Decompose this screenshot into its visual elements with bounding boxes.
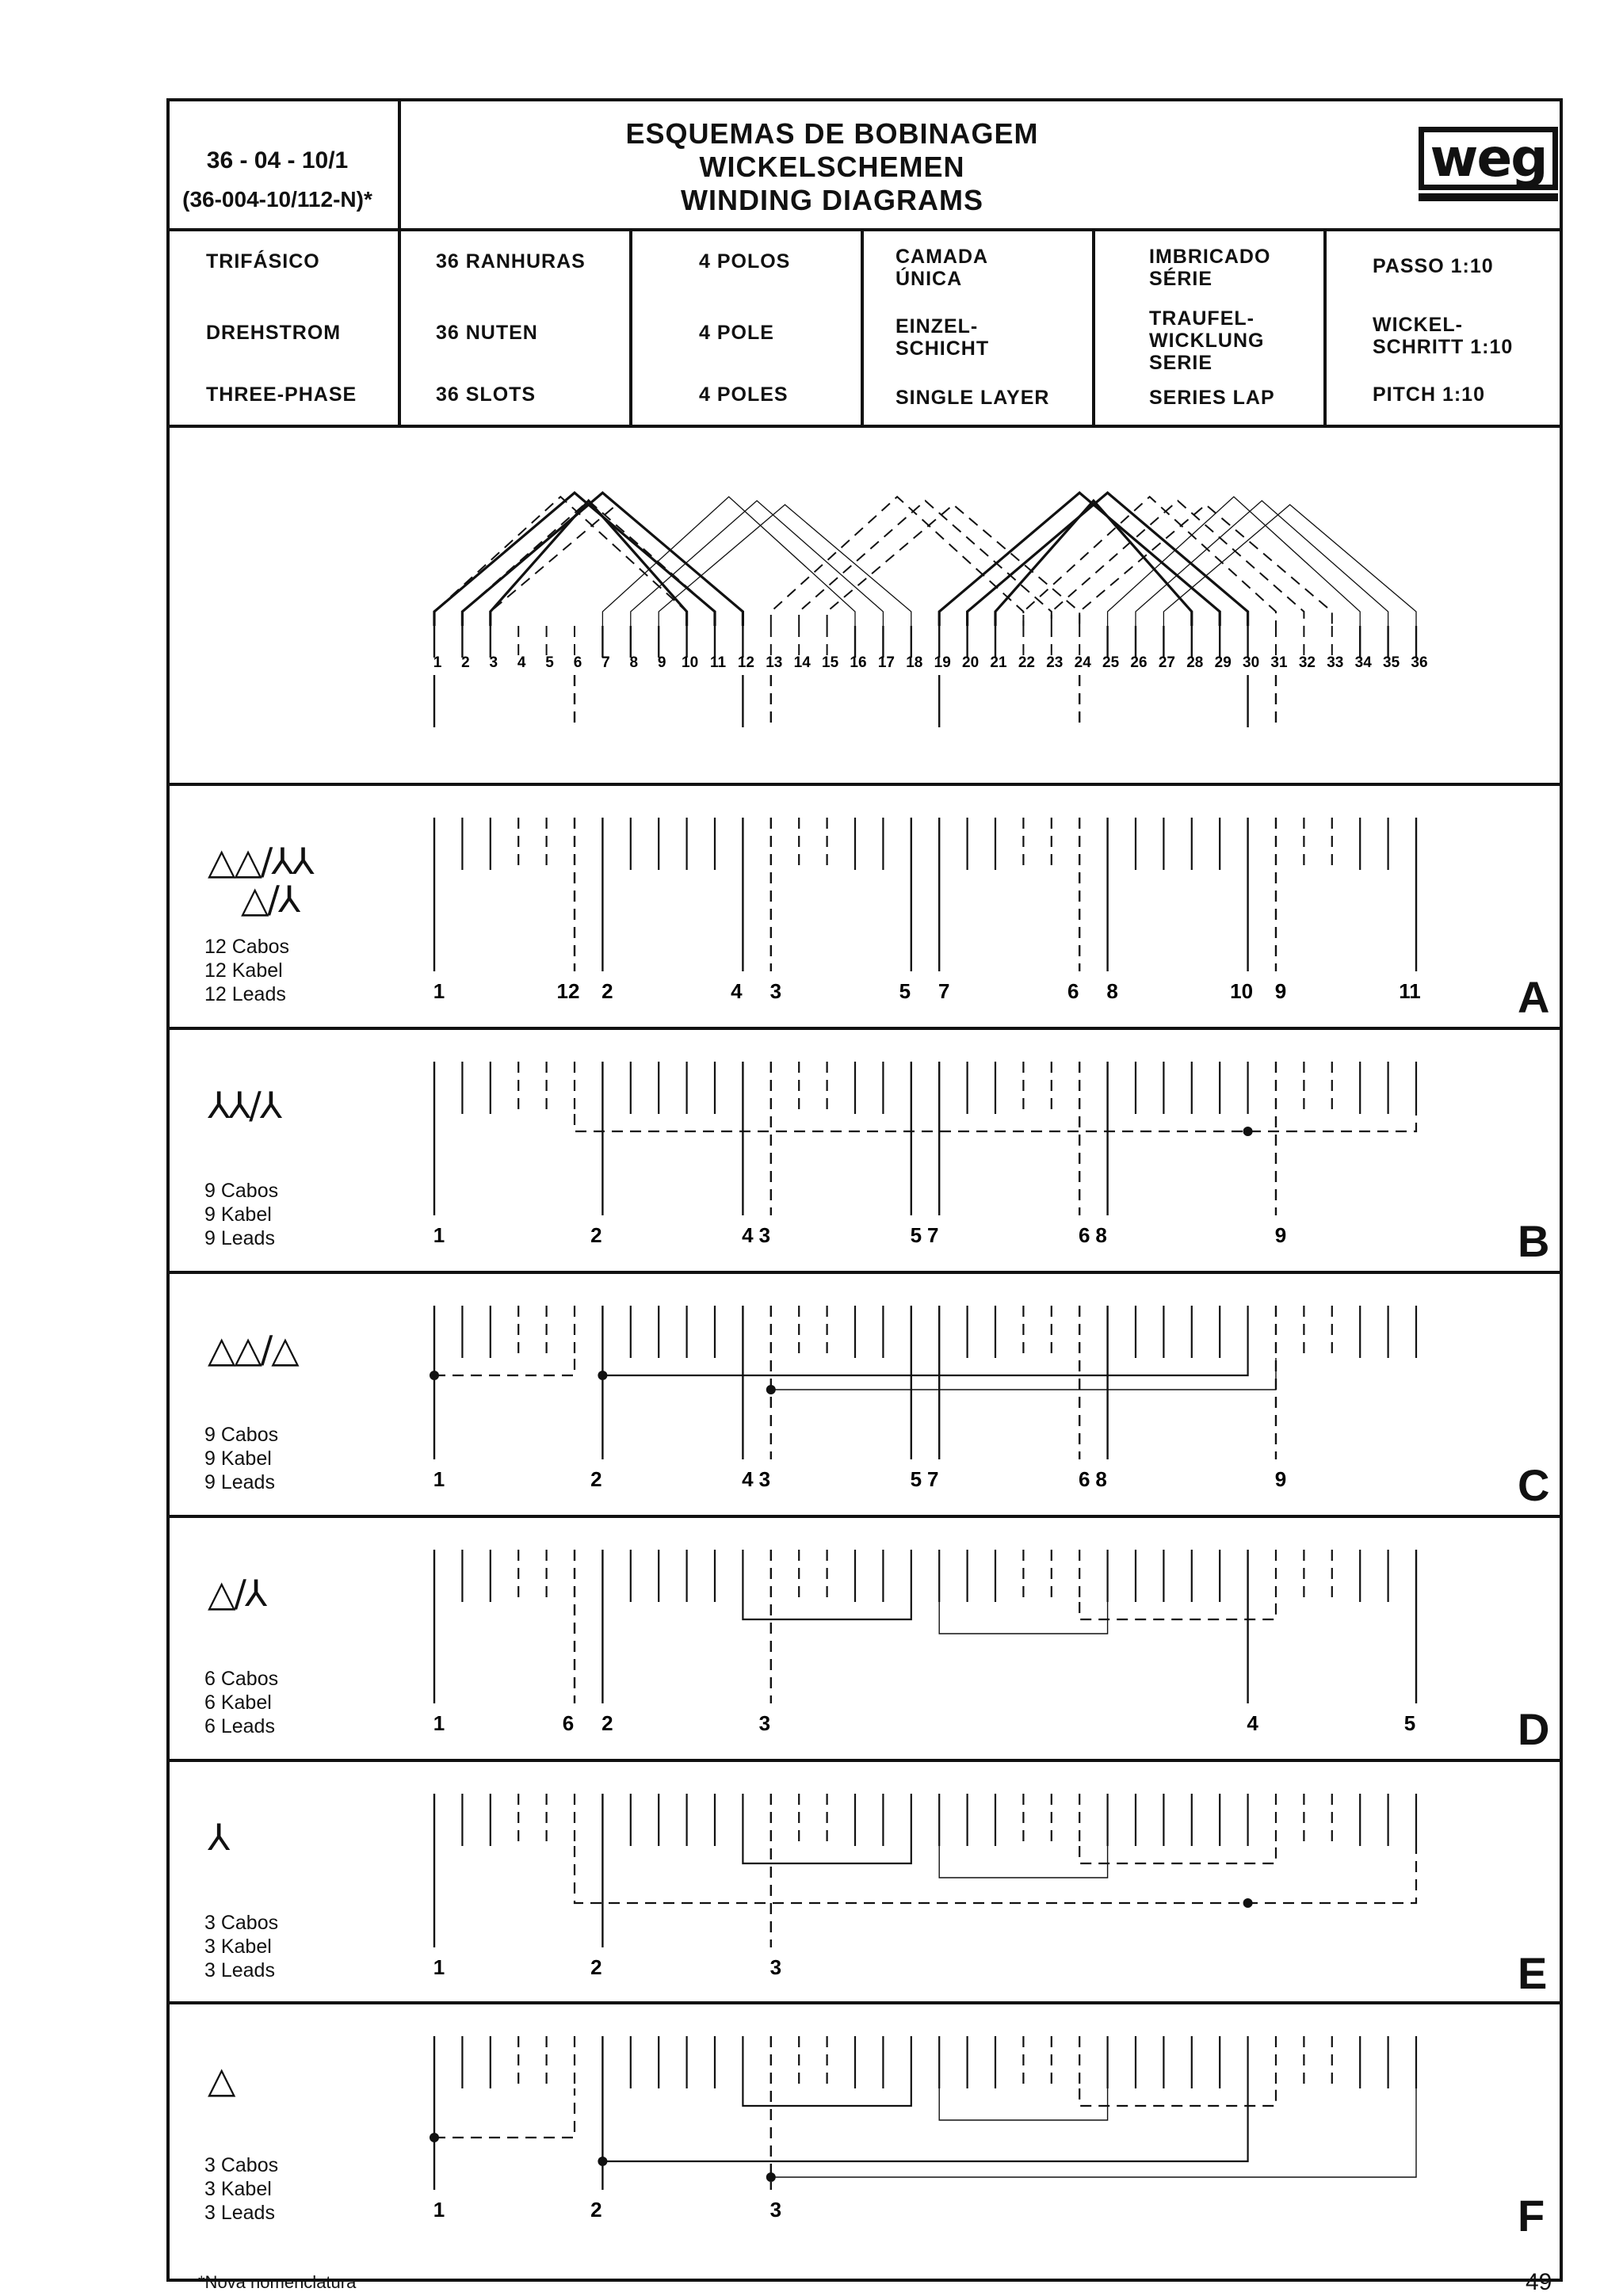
terminal-number: 3 bbox=[769, 979, 782, 1003]
spec-cell: SINGLE LAYER bbox=[896, 387, 1050, 409]
terminal-number: 2 bbox=[590, 2198, 602, 2222]
terminal-number: 1 bbox=[433, 2198, 445, 2222]
coil bbox=[462, 501, 715, 626]
title-en: WINDING DIAGRAMS bbox=[681, 184, 983, 216]
slot-number: 15 bbox=[822, 654, 839, 671]
series-link bbox=[743, 2088, 911, 2106]
slot-number: 11 bbox=[709, 654, 727, 671]
spec-cell: 36 SLOTS bbox=[436, 383, 537, 406]
connection-letter: E bbox=[1518, 1948, 1548, 1998]
star-link bbox=[575, 1114, 1416, 1131]
leads-label: 3 Kabel bbox=[204, 2178, 272, 2200]
delta-link bbox=[434, 2088, 575, 2138]
leads-label: 6 Cabos bbox=[204, 1668, 279, 1690]
connection-symbol: △/⅄ bbox=[208, 1572, 265, 1615]
slot-number: 24 bbox=[1074, 654, 1091, 671]
junction-dot bbox=[598, 1371, 607, 1380]
junction-dot bbox=[766, 1385, 776, 1394]
coil bbox=[491, 505, 743, 626]
slot-number: 34 bbox=[1354, 654, 1372, 671]
slot-number: 25 bbox=[1102, 654, 1120, 671]
connection-diagram-e bbox=[433, 1794, 1416, 1979]
connection-diagram-b bbox=[433, 1062, 1416, 1247]
spec-cell: 36 NUTEN bbox=[436, 322, 538, 344]
spec-cell: 4 POLOS bbox=[699, 250, 791, 273]
connection-symbol: ⅄⅄/⅄ bbox=[208, 1084, 281, 1127]
terminal-number: 1 bbox=[433, 1955, 445, 1979]
terminal-number: 1 bbox=[433, 1711, 445, 1735]
slot-number: 1 bbox=[433, 654, 442, 671]
star-link bbox=[575, 1846, 1416, 1903]
coil bbox=[1052, 501, 1304, 626]
slot-number: 36 bbox=[1411, 654, 1428, 671]
weg-logo-bar bbox=[1419, 193, 1558, 201]
spec-cell: EINZEL- SCHICHT bbox=[896, 315, 990, 360]
connection-symbol: △△/⅄⅄ bbox=[208, 840, 313, 883]
terminal-number: 3 bbox=[769, 2198, 782, 2222]
leads-label: 3 Leads bbox=[204, 2202, 275, 2224]
spec-cell: 4 POLES bbox=[699, 383, 789, 406]
terminal-number: 3 bbox=[758, 1467, 771, 1491]
terminal-number: 10 bbox=[1230, 979, 1254, 1003]
leads-label: 3 Cabos bbox=[204, 2154, 279, 2176]
slot-number: 21 bbox=[990, 654, 1007, 671]
star-point bbox=[1243, 1898, 1253, 1908]
connection-symbol: △△/△ bbox=[208, 1328, 298, 1371]
slot-number: 31 bbox=[1270, 654, 1288, 671]
connection-letter: F bbox=[1518, 2191, 1545, 2241]
slot-number: 26 bbox=[1130, 654, 1148, 671]
slot-number: 14 bbox=[793, 654, 811, 671]
weg-logo bbox=[1419, 127, 1558, 201]
terminal-number: 4 bbox=[742, 1223, 754, 1247]
spec-cell: 36 RANHURAS bbox=[436, 250, 586, 273]
series-link bbox=[743, 1846, 911, 1863]
coil bbox=[1163, 505, 1416, 626]
terminal-number: 7 bbox=[926, 1467, 939, 1491]
spec-cell: DREHSTROM bbox=[206, 322, 342, 344]
slot-number: 7 bbox=[601, 654, 610, 671]
footnote: *Nova nomenclatura bbox=[198, 2272, 357, 2292]
slot-number: 13 bbox=[766, 654, 783, 671]
terminal-number: 2 bbox=[590, 1955, 602, 1979]
slot-number: 33 bbox=[1327, 654, 1344, 671]
leads-label: 12 Leads bbox=[204, 983, 286, 1005]
spec-cell: PASSO 1:10 bbox=[1373, 255, 1494, 277]
winding-diagram bbox=[433, 493, 1428, 727]
terminal-number: 5 bbox=[910, 1467, 922, 1491]
slot-number: 32 bbox=[1298, 654, 1316, 671]
slot-number: 29 bbox=[1214, 654, 1232, 671]
delta-link bbox=[602, 2088, 1247, 2161]
spec-cell: PITCH 1:10 bbox=[1373, 383, 1485, 406]
spec-cell: IMBRICADO SÉRIE bbox=[1149, 246, 1271, 290]
slot-number: 30 bbox=[1243, 654, 1260, 671]
coil bbox=[1023, 497, 1276, 626]
coil bbox=[771, 497, 1024, 626]
terminal-number: 6 bbox=[1078, 1223, 1090, 1247]
title-de: WICKELSCHEMEN bbox=[699, 151, 965, 183]
delta-link bbox=[771, 2088, 1416, 2177]
slot-number: 27 bbox=[1158, 654, 1175, 671]
connection-letter: D bbox=[1518, 1704, 1550, 1754]
leads-label: 9 Cabos bbox=[204, 1424, 279, 1446]
connection-diagram-f bbox=[430, 2036, 1416, 2222]
connection-diagram-a bbox=[433, 818, 1421, 1003]
connection-symbol-alt: △/⅄ bbox=[241, 878, 299, 921]
slot-number: 18 bbox=[906, 654, 923, 671]
series-link bbox=[1079, 2088, 1276, 2106]
connection-letter: A bbox=[1518, 972, 1550, 1022]
coil bbox=[659, 505, 911, 626]
terminal-number: 2 bbox=[601, 1711, 613, 1735]
slot-number: 2 bbox=[461, 654, 470, 671]
spec-cell: WICKEL- SCHRITT 1:10 bbox=[1373, 314, 1514, 358]
coil bbox=[968, 493, 1248, 626]
terminal-number: 1 bbox=[433, 1223, 445, 1247]
slot-number: 4 bbox=[517, 654, 526, 671]
leads-label: 3 Cabos bbox=[204, 1912, 279, 1934]
spec-cell: TRIFÁSICO bbox=[206, 250, 320, 273]
terminal-number: 6 bbox=[562, 1711, 575, 1735]
slot-number: 35 bbox=[1383, 654, 1400, 671]
coil bbox=[799, 501, 1052, 626]
series-link bbox=[743, 1602, 911, 1619]
terminal-number: 4 bbox=[1247, 1711, 1258, 1735]
slot-number: 5 bbox=[545, 654, 554, 671]
leads-label: 9 Leads bbox=[204, 1227, 275, 1249]
terminal-number: 11 bbox=[1399, 979, 1421, 1003]
leads-label: 6 Leads bbox=[204, 1715, 275, 1737]
terminal-number: 9 bbox=[1274, 1467, 1287, 1491]
connection-symbol: △ bbox=[208, 2058, 235, 2101]
slot-number: 20 bbox=[962, 654, 980, 671]
coil bbox=[827, 505, 1080, 626]
slot-number: 28 bbox=[1186, 654, 1204, 671]
coil bbox=[1108, 497, 1361, 626]
leads-label: 3 Kabel bbox=[204, 1936, 272, 1958]
leads-label: 12 Cabos bbox=[204, 936, 290, 958]
slot-number: 6 bbox=[573, 654, 582, 671]
terminal-number: 4 bbox=[742, 1467, 754, 1491]
terminal-number: 3 bbox=[758, 1223, 771, 1247]
series-link bbox=[939, 1602, 1107, 1634]
terminal-number: 2 bbox=[590, 1223, 602, 1247]
page-number: 49 bbox=[1526, 2269, 1552, 2295]
leads-label: 9 Kabel bbox=[204, 1447, 272, 1470]
coil bbox=[602, 497, 855, 626]
junction-dot bbox=[766, 2172, 776, 2182]
slot-number: 3 bbox=[489, 654, 498, 671]
junction-dot bbox=[598, 2157, 607, 2166]
slot-number: 23 bbox=[1046, 654, 1064, 671]
leads-label: 12 Kabel bbox=[204, 959, 283, 982]
star-point bbox=[1243, 1127, 1253, 1136]
delta-link bbox=[434, 1358, 575, 1375]
terminal-number: 7 bbox=[926, 1223, 939, 1247]
terminal-number: 8 bbox=[1095, 1467, 1107, 1491]
spec-cell: TRAUFEL- WICKLUNG SERIE bbox=[1149, 307, 1265, 374]
sheet-frame bbox=[168, 100, 1561, 2280]
terminal-number: 5 bbox=[899, 979, 911, 1003]
terminal-number: 12 bbox=[556, 979, 580, 1003]
spec-cell: SERIES LAP bbox=[1149, 387, 1275, 409]
connection-diagram-c bbox=[430, 1306, 1416, 1491]
slot-number: 12 bbox=[737, 654, 754, 671]
terminal-number: 4 bbox=[731, 979, 743, 1003]
terminal-number: 8 bbox=[1106, 979, 1118, 1003]
connection-letter: B bbox=[1518, 1216, 1550, 1266]
junction-dot bbox=[430, 1371, 439, 1380]
slot-number: 17 bbox=[877, 654, 895, 671]
terminal-number: 6 bbox=[1067, 979, 1079, 1003]
diagram-code-new: (36-004-10/112-N)* bbox=[182, 187, 372, 212]
series-link bbox=[939, 1846, 1107, 1878]
terminal-number: 1 bbox=[433, 979, 445, 1003]
delta-link bbox=[602, 1358, 1247, 1375]
slot-number: 16 bbox=[850, 654, 867, 671]
coil bbox=[434, 497, 687, 626]
terminal-number: 7 bbox=[938, 979, 950, 1003]
terminal-number: 6 bbox=[1078, 1467, 1090, 1491]
title-pt: ESQUEMAS DE BOBINAGEM bbox=[625, 117, 1039, 150]
slot-number: 19 bbox=[934, 654, 951, 671]
connection-diagram-d bbox=[433, 1550, 1416, 1735]
terminal-number: 5 bbox=[910, 1223, 922, 1247]
terminal-number: 2 bbox=[590, 1467, 602, 1491]
series-link bbox=[1079, 1602, 1276, 1619]
spec-cell: THREE-PHASE bbox=[206, 383, 357, 406]
spec-cell: CAMADA ÚNICA bbox=[896, 246, 989, 290]
terminal-number: 3 bbox=[758, 1711, 771, 1735]
coil bbox=[434, 493, 715, 626]
slot-number: 8 bbox=[629, 654, 639, 671]
weg-logo-text: weg bbox=[1419, 127, 1558, 190]
coil bbox=[939, 493, 1220, 626]
connection-letter: C bbox=[1518, 1460, 1550, 1510]
series-link bbox=[939, 2088, 1107, 2120]
coil bbox=[1136, 501, 1388, 626]
terminal-number: 9 bbox=[1274, 1223, 1287, 1247]
leads-label: 3 Leads bbox=[204, 1959, 275, 1981]
leads-label: 9 Kabel bbox=[204, 1203, 272, 1226]
terminal-number: 9 bbox=[1274, 979, 1287, 1003]
spec-cell: 4 POLE bbox=[699, 322, 774, 344]
leads-label: 6 Kabel bbox=[204, 1691, 272, 1714]
diagram-code: 36 - 04 - 10/1 bbox=[206, 147, 349, 174]
slot-number: 22 bbox=[1018, 654, 1035, 671]
slot-number: 9 bbox=[657, 654, 666, 671]
series-link bbox=[1079, 1846, 1276, 1863]
leads-label: 9 Cabos bbox=[204, 1180, 279, 1202]
slot-number: 10 bbox=[682, 654, 699, 671]
connection-symbol: ⅄ bbox=[208, 1816, 229, 1859]
junction-dot bbox=[430, 2133, 439, 2142]
terminal-number: 3 bbox=[769, 1955, 782, 1979]
coil bbox=[631, 501, 884, 626]
terminal-number: 8 bbox=[1095, 1223, 1107, 1247]
delta-link bbox=[771, 1358, 1276, 1390]
terminal-number: 2 bbox=[601, 979, 613, 1003]
leads-label: 9 Leads bbox=[204, 1471, 275, 1493]
terminal-number: 5 bbox=[1403, 1711, 1416, 1735]
terminal-number: 1 bbox=[433, 1467, 445, 1491]
